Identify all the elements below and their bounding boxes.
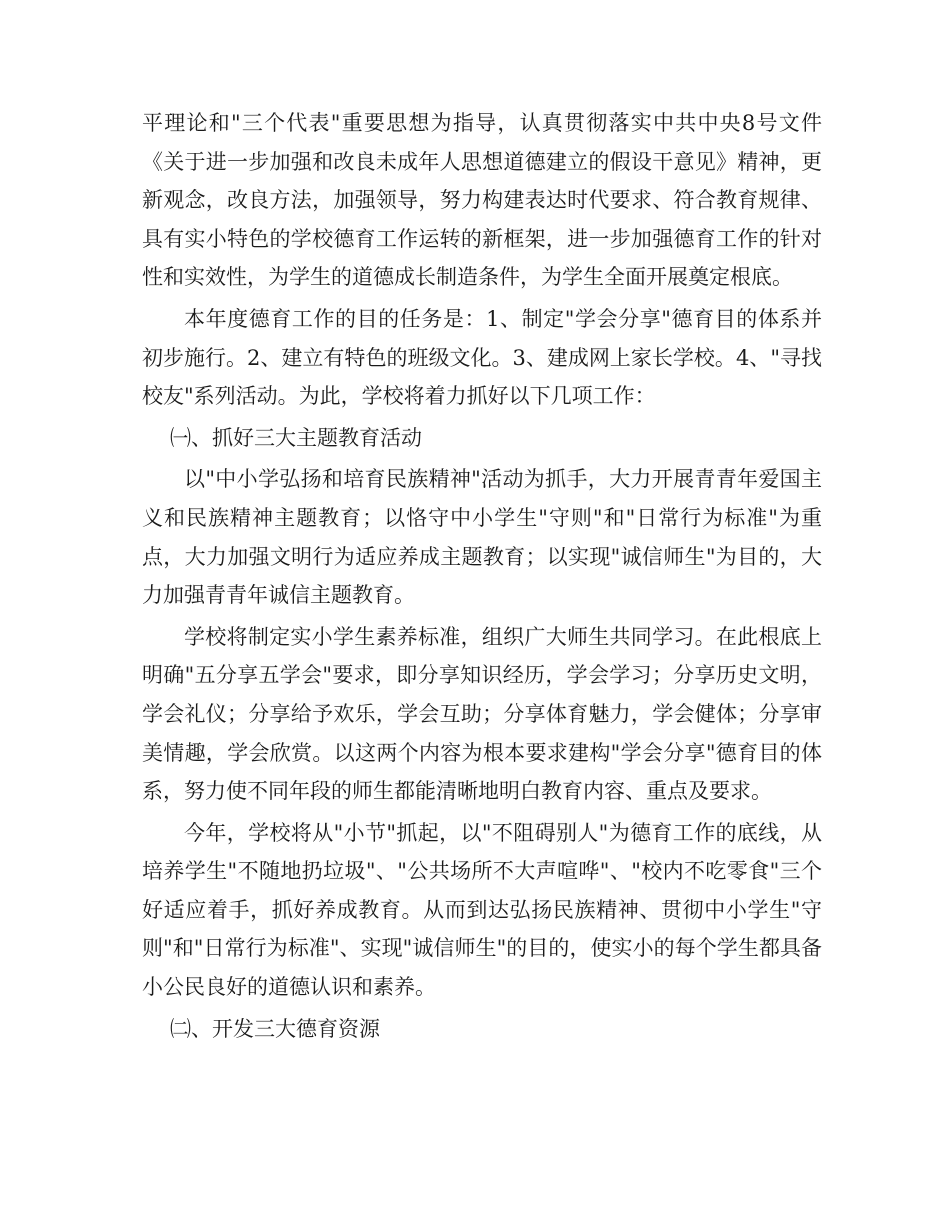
section-heading-2: ㈡、开发三大德育资源 (170, 1016, 380, 1041)
paragraph-literacy-standards: 学校将制定实小学生素养标准，组织广大师生共同学习。在此根底上明确"五分享五学会"要求，即分享知识经历，学会学习；分享历史文明，学会礼仪；分享给予欢乐，学会互助；分享体育魅力，学会健体；分享审美情趣，学会欣赏。以这两个内容为根本要求建构"学会分享"德育目的体系，努力使不同年段的师生都能清晰地明白教育内容、重点及要求。 (142, 624, 822, 804)
paragraph-annual-goals: 本年度德育工作的目的任务是：1、制定"学会分享"德育目的体系并初步施行。2、建立有特色的班级文化。3、建成网上家长学校。4、"寻找校友"系列活动。为此，学校将着力抓好以下几项工作： (142, 306, 822, 409)
paragraph-theme-education: 以"中小学弘扬和培育民族精神"活动为抓手，大力开展青青年爱国主义和民族精神主题教育；以恪守中小学生"守则"和"日常行为标准"为重点，大力加强文明行为适应养成主题教育；以实现"诚信师生"为目的，大力加强青青年诚信主题教育。 (142, 467, 822, 608)
section-heading-1: ㈠、抓好三大主题教育活动 (170, 425, 422, 450)
paragraph-habits: 今年，学校将从"小节"抓起，以"不阻碍别人"为德育工作的底线，从培养学生"不随地扔垃圾"、"公共场所不大声喧哗"、"校内不吃零食"三个好适应着手，抓好养成教育。从而到达弘扬民族精神、贯彻中小学生"守则"和"日常行为标准"、实现"诚信师生"的目的，使实小的每个学生都具备小公民良好的道德认识和素养。 (142, 820, 822, 1000)
document-body (142, 104, 822, 1051)
paragraph-intro-continuation: 平理论和"三个代表"重要思想为指导，认真贯彻落实中共中央8号文件《关于进一步加强和改良未成年人思想道德建立的假设干意见》精神，更新观念，改良方法，加强领导，努力构建表达时代要求、符合教育规律、具有实小特色的学校德育工作运转的新框架，进一步加强德育工作的针对性和实效性，为学生的道德成长制造条件，为学生全面开展奠定根底。 (142, 111, 822, 290)
